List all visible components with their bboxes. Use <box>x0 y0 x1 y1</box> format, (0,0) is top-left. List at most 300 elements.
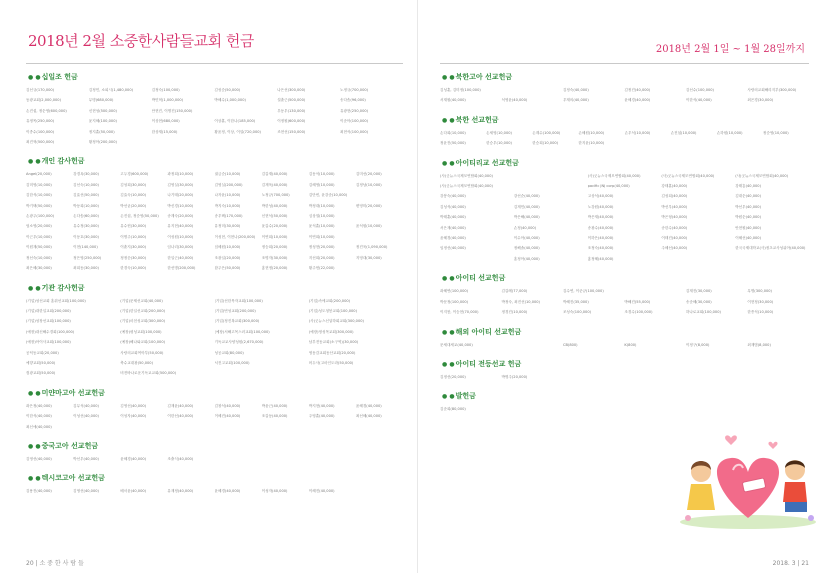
donor-entry: pacific JNJ corp(40,000) <box>587 184 630 189</box>
donor-entry: 박선우(40,000) <box>661 204 688 209</box>
section-title <box>28 156 403 166</box>
donor-entry <box>624 286 685 296</box>
donor-entry: 이춘지(30,000) <box>120 245 147 250</box>
section-title <box>442 273 809 283</box>
donor-entry: 이명주(10,000) <box>120 234 147 239</box>
section-title <box>28 441 403 451</box>
donor-entry: 김선수(100,000) <box>685 88 714 92</box>
donor-entry <box>501 340 562 350</box>
donor-entry: 송우택(170,000) <box>214 214 243 219</box>
donor-entry: 조성숙(100,000) <box>562 310 592 315</box>
donor-grid <box>440 128 809 149</box>
offering-section <box>26 473 403 496</box>
donor-entry <box>747 372 808 382</box>
donor-grid <box>440 372 809 382</box>
donor-entry: 윤석훈(10,000) <box>308 224 335 229</box>
donor-entry: 이종수(100,000) <box>26 129 55 134</box>
offering-section <box>26 156 403 273</box>
donor-entry: 심상열(10,000) <box>308 214 335 219</box>
donor-entry: 유광현(250,000) <box>339 108 369 113</box>
donor-entry: 박원순(40,000) <box>735 215 761 220</box>
donor-entry: 김용진(40,000) <box>26 489 52 494</box>
donor-entry: 김갑례(77,000) <box>501 289 528 294</box>
donor-grid <box>440 171 809 265</box>
donor-entry: 박해진(55,000) <box>624 299 651 304</box>
donor-entry: 강태훈(40,000) <box>661 184 688 189</box>
donor-grid <box>26 296 403 379</box>
donor-grid <box>440 340 809 350</box>
donor-entry: 윤갑수(20,000) <box>261 224 288 229</box>
small-heart-icon <box>725 435 737 445</box>
donor-entry: 정정순(30,000) <box>120 255 147 260</box>
donor-entry: 한상재(15,000) <box>151 129 178 134</box>
donor-entry: 한일근(40,000) <box>167 255 194 260</box>
donor-entry: 김재윤(40,000) <box>167 403 194 408</box>
donor-entry: 김성순(50,000) <box>214 88 241 92</box>
donor-entry: 임나리(30,000) <box>167 245 194 250</box>
donor-entry: 손다희(10,000) <box>440 130 466 135</box>
section-title <box>28 388 403 398</box>
donor-entry: 손광주(100,000) <box>26 214 55 219</box>
donor-entry <box>73 422 120 432</box>
donor-entry: (예장)서해고목스러교회(100,000) <box>214 329 270 334</box>
donor-entry: 이성자(40,000) <box>261 489 288 494</box>
donor-entry: (기업)문제선교회(40,000) <box>120 298 163 303</box>
donor-entry: 강경옥(30,000) <box>73 172 99 177</box>
section-title-text: 중국고아 선교헌금 <box>41 441 99 450</box>
donor-entry: 설춘근(500,000) <box>277 98 306 103</box>
bullet-dots-icon: ● ● <box>442 116 455 124</box>
donor-entry: 황윤정, 이상, 이설(720,000) <box>214 129 261 134</box>
donor-entry: 박민혁(1,000,000) <box>151 98 184 103</box>
section-title-text: 북한 선교헌금 <box>455 115 499 124</box>
donor-entry: 조출식(40,000) <box>167 456 194 461</box>
offering-section <box>440 327 809 350</box>
donor-entry <box>563 372 624 382</box>
section-title-text: 텍시코고아 선교헌금 <box>41 474 105 483</box>
donor-entry: 김창석(40,000) <box>214 403 241 408</box>
donor-entry: 김정선(20,000) <box>440 374 466 379</box>
right-page <box>418 0 835 573</box>
section-title-text: 개인 감사헌금 <box>41 157 85 166</box>
donor-entry: 박지숙(10,000) <box>214 203 241 208</box>
bullet-dots-icon: ● ● <box>28 475 41 483</box>
donor-entry: 노정규(700,000) <box>261 193 290 198</box>
donor-entry: 박선우(40,000) <box>73 456 99 461</box>
donor-entry: 송광수(40,000) <box>587 225 614 230</box>
boy-pants <box>785 502 807 512</box>
donor-entry: 기독교교사양성원(2,670,000) <box>214 340 264 345</box>
donor-entry: 박명주(20,000) <box>501 374 528 379</box>
donor-entry <box>763 138 809 148</box>
donor-entry: 조정숙(40,000) <box>587 246 614 251</box>
donor-entry <box>356 422 403 432</box>
bullet-dots-icon: ● ● <box>28 442 41 450</box>
section-title-text: 해외 아이티 선교헌금 <box>455 327 522 336</box>
donor-entry: 손다솜(60,000) <box>73 214 99 219</box>
section-title <box>442 391 809 401</box>
donor-entry: 나은선(300,000) <box>277 88 306 92</box>
donor-entry <box>214 106 277 116</box>
donor-entry: 서재원(40,000) <box>440 98 466 103</box>
donor-entry: 김준희(80,000) <box>440 407 466 412</box>
donor-entry: 박지현(40,000) <box>308 403 335 408</box>
donor-entry: K(800) <box>624 342 637 347</box>
donor-entry: 최선혜(40,000) <box>355 414 382 419</box>
donor-entry <box>262 422 309 432</box>
donor-entry: 노정규(700,000) <box>339 88 369 92</box>
donor-entry: 김갑재(40,000) <box>261 172 288 177</box>
donor-entry <box>356 190 403 200</box>
donor-entry: 김영선(40,000) <box>26 456 52 461</box>
donor-entry: 김정민, 소피시(1,480,000) <box>88 88 134 92</box>
donor-entry: 손우석(10,000) <box>624 130 651 135</box>
donor-entry: (기업)한일선교회(200,000) <box>120 308 166 313</box>
donor-entry <box>671 138 717 148</box>
offering-section <box>26 388 403 432</box>
donor-entry: 최희동(30,000) <box>73 266 99 271</box>
donor-entry: 김재욱(40,000) <box>261 182 288 187</box>
donor-entry <box>440 254 514 264</box>
donor-entry: 이한석(40,000) <box>26 414 52 419</box>
donor-entry: 이성선(40,000) <box>73 414 99 419</box>
donor-entry: 조광일(20,000) <box>214 255 241 260</box>
donor-entry: 한종석(10,000) <box>747 310 774 315</box>
donor-entry: 김동석(10,000) <box>308 172 335 177</box>
donor-entry: (기업)선한목자교회(100,000) <box>214 298 263 303</box>
donor-entry: 유정미(30,000) <box>214 224 241 229</box>
donor-entry: 김정남(10,000) <box>355 182 382 187</box>
donor-entry: 최진혁(500,000) <box>26 140 55 145</box>
donor-entry: 하나로교회(100,000) <box>685 310 721 315</box>
donor-entry: 남부전동교회(소구역)(30,000) <box>308 340 359 345</box>
offering-section <box>26 72 403 147</box>
donor-entry: 홍정혜(40,000) <box>587 256 614 261</box>
donor-entry <box>686 372 747 382</box>
donor-entry: (예장)대신해수경회(100,000) <box>26 329 75 334</box>
donor-entry: 임혜원(10,000) <box>214 245 241 250</box>
donor-entry: 신현석(50,000) <box>261 214 288 219</box>
donor-entry: 유지현(40,000) <box>167 224 194 229</box>
date-range: 2018년 2월 1일 ~ 1월 28일까지 <box>655 44 805 55</box>
bullet-dots-icon: ● ● <box>442 393 455 401</box>
donor-entry: 예향교회(50,000) <box>26 360 56 365</box>
donor-entry: 윤혜경(40,000) <box>440 236 466 241</box>
donor-entry: 주영훈(40,000) <box>308 414 335 419</box>
section-title <box>442 72 809 82</box>
donor-entry: 최신애(40,000) <box>26 424 52 429</box>
donor-entry: Angel(20,000) <box>26 172 52 177</box>
donor-entry: 김영선(40,000) <box>120 403 147 408</box>
donor-entry: 정해솔(40,000) <box>513 246 540 251</box>
donor-entry: 김재민(40,000) <box>513 204 540 209</box>
donor-grid <box>440 404 809 414</box>
donor-entry: 고상석(40,000) <box>587 194 614 199</box>
donor-entry: 강태흥(40,000) <box>735 184 761 189</box>
donor-entry: 이태진(40,000) <box>661 236 688 241</box>
donor-grid <box>440 85 809 106</box>
donor-entry: 성공교회(80,000) <box>214 350 244 355</box>
donor-entry: 이상훈, 이한나(185,000) <box>214 119 256 124</box>
donor-entry: 정순영(10,000) <box>762 130 789 135</box>
donor-entry <box>514 171 588 181</box>
donor-entry: 박신경(10,000) <box>167 203 194 208</box>
donor-entry: (사)굿뉴스신앙하회교회(300,000) <box>308 319 364 324</box>
boy-shirt <box>783 482 807 502</box>
donor-entry: 유정목(250,000) <box>26 119 55 124</box>
footer-right: 2018. 3 | 21 <box>772 560 809 567</box>
donor-entry: 이근우(10,000) <box>26 234 52 239</box>
donor-entry: 유수정(30,000) <box>73 224 99 229</box>
donor-entry: 안현원(40,000) <box>735 225 761 230</box>
donor-entry: 박정숙, 최진선(10,000) <box>501 299 540 304</box>
donor-entry <box>661 254 735 264</box>
donor-entry: 박한성(40,000) <box>261 203 288 208</box>
offering-section <box>440 158 809 265</box>
donor-entry: 이한석(40,000) <box>685 98 712 103</box>
donor-entry: 김선규(170,000) <box>26 88 55 92</box>
section-title <box>442 115 809 125</box>
donor-entry <box>356 454 403 464</box>
donor-entry <box>356 211 403 221</box>
donor-entry: 이수아(40,000) <box>513 236 540 241</box>
donor-entry: 김효숙(10,000) <box>120 193 147 198</box>
donor-entry: 박혜수(1,000,000) <box>214 98 246 103</box>
donor-entry: 지영대(30,000) <box>355 255 382 260</box>
donor-entry <box>167 422 214 432</box>
donor-entry <box>686 404 747 414</box>
donor-entry: 나자윤(10,000) <box>214 193 241 198</box>
donor-entry: 노강원(40,000) <box>587 204 614 209</box>
donor-grid <box>26 169 403 273</box>
donor-entry: 이준아(100,000) <box>339 119 369 124</box>
donor-entry: 박선균(20,000) <box>120 203 147 208</box>
donor-entry: 정성현(20,000) <box>308 245 335 250</box>
donor-entry: 이연희(10,000) <box>261 234 288 239</box>
donor-entry: 김정진(40,000) <box>624 88 651 92</box>
date-rule <box>440 63 809 64</box>
donor-entry: 이하은(40,000) <box>587 236 614 241</box>
donor-entry: 김미선(20,000) <box>355 172 382 177</box>
donor-entry: 김무석(40,000) <box>73 403 99 408</box>
donor-entry: 김효선(50,000) <box>73 193 99 198</box>
donor-entry: 한승희(10,000) <box>532 141 559 146</box>
donor-entry: 문세대세교(40,000) <box>440 342 473 347</box>
donor-entry: 이혜선(40,000) <box>735 236 761 241</box>
donor-grid <box>26 486 403 496</box>
donor-entry: 박동희(10,000) <box>73 203 99 208</box>
donor-entry: (기업)성도청봉교회(100,000) <box>308 308 357 313</box>
section-title-text: 북한고아 선교헌금 <box>455 73 513 81</box>
donor-entry: 이혜진(40,000) <box>308 489 335 494</box>
section-title <box>28 283 403 293</box>
donor-entry: 김단빈, 윤강준(10,000) <box>308 193 348 198</box>
donor-entry: (예장)영성목교회(300,000) <box>308 329 354 334</box>
donor-entry: 한지윤(10,000) <box>578 141 605 146</box>
donor-entry: 황주헌(22,000) <box>308 266 335 271</box>
donor-entry: (기업)정진복교회(300,000) <box>214 319 260 324</box>
donor-grid <box>440 286 809 317</box>
donor-entry <box>215 422 262 432</box>
donor-entry: (기업)대한일교회(200,000) <box>26 308 71 313</box>
donor-entry: 박기택(50,000) <box>26 203 52 208</box>
donor-entry: 손진섭(10,000) <box>670 130 697 135</box>
donor-entry: 손혜원(10,000) <box>578 130 605 135</box>
donor-entry: 변영미(20,000) <box>355 203 382 208</box>
donor-entry: 박윤근(40,000) <box>261 403 288 408</box>
offering-section <box>26 441 403 464</box>
donor-entry: 곽정희(10,000) <box>167 172 194 177</box>
donor-entry: 손진섭, 정순영(600,000) <box>26 108 67 113</box>
donor-entry <box>215 454 262 464</box>
donor-entry: 공덕동교회(20,000) <box>26 350 59 355</box>
donor-entry: 김미영(10,000) <box>26 182 52 187</box>
flower-icon <box>685 515 691 521</box>
donor-entry: 김성희(30,000) <box>120 182 147 187</box>
donor-grid <box>26 85 403 147</box>
donor-entry: 이연희(10,000) <box>308 234 335 239</box>
section-title-text: 아이티리교 선교헌금 <box>455 158 519 167</box>
donor-entry: 나기태(20,000) <box>167 193 194 198</box>
donor-entry: 조명자(30,000) <box>261 255 288 260</box>
donor-entry: 서은재(40,000) <box>440 225 466 230</box>
section-title-text: 아이티 전등선교 헌금 <box>455 359 522 368</box>
donor-entry: 최은혜(30,000) <box>26 266 52 271</box>
donor-entry: 우재의(40,000) <box>562 98 589 103</box>
donor-entry: 고두경(600,000) <box>120 172 149 177</box>
donor-entry: 정진욱(1,090,000) <box>355 245 388 250</box>
bullet-dots-icon: ● ● <box>442 74 455 81</box>
donor-entry: 한국국제대학교(사)정초교사성위아(40,000) <box>735 246 806 251</box>
donor-entry: 윤석원(10,000) <box>355 224 382 229</box>
flower-icon-2 <box>808 515 814 521</box>
bullet-dots-icon: ● ● <box>28 284 41 292</box>
donor-entry: 강봉숙(40,000) <box>440 194 466 199</box>
donor-entry: 박태훈(40,000) <box>440 215 466 220</box>
offering-section <box>440 273 809 317</box>
donor-entry: 한선명(200,000) <box>167 266 196 271</box>
donor-entry: 송준혜(30,000) <box>685 299 712 304</box>
donor-entry: 김정숙(40,000) <box>562 88 589 92</box>
donor-entry <box>717 138 763 148</box>
donor-entry: 함주은(50,000) <box>214 266 241 271</box>
section-title-text: 아이티 선교헌금 <box>455 274 506 283</box>
donor-entry: 손정(40,000) <box>513 225 537 230</box>
donor-entry: 손세영(10,000) <box>486 130 512 135</box>
donor-entry <box>262 454 309 464</box>
donor-entry: 엄소영(20,000) <box>26 224 52 229</box>
donor-entry: 곽은정(40,000) <box>26 403 52 408</box>
section-title-text: 미얀마고아 선교헌금 <box>41 388 105 397</box>
donor-entry: 김영선(40,000) <box>73 489 99 494</box>
donor-entry: 한경숙(10,000) <box>120 266 147 271</box>
donor-entry: (사)굿뉴스국제모연합회(40,000) <box>661 173 715 178</box>
donor-entry: 김성석(40,000) <box>440 204 466 209</box>
donor-entry: 무명(300,000) <box>747 289 772 294</box>
donor-entry: 박혜진(35,000) <box>562 299 589 304</box>
donor-entry: 안현진, 이명진(150,000) <box>151 108 193 113</box>
donor-entry: 김대순(40,000) <box>735 194 761 199</box>
donor-entry: 김영실(30,000) <box>167 182 194 187</box>
girl-dress <box>687 484 715 510</box>
donor-entry: (사)굿뉴스국제모연합회(40,000) <box>440 173 493 178</box>
donor-entry <box>356 232 403 242</box>
donor-entry: 서진고교회(100,000) <box>214 360 250 365</box>
donor-entry: 송계숙(20,000) <box>167 214 194 219</box>
donor-entry: 이현정(30,000) <box>747 299 774 304</box>
donor-entry: 박은재(40,000) <box>587 215 614 220</box>
donor-entry <box>356 263 403 273</box>
donor-grid <box>26 454 403 464</box>
donor-entry: 조경수(100,000) <box>624 310 653 315</box>
donor-entry: 이한선(40,000) <box>167 414 194 419</box>
donor-entry: 김한석(10,000) <box>26 193 52 198</box>
donor-entry: 권금순(10,000) <box>214 172 241 177</box>
bullet-dots-icon: ● ● <box>442 328 455 336</box>
donor-entry: (기업)속에교회(200,000) <box>308 298 351 303</box>
donor-entry: 박정대(10,000) <box>308 203 335 208</box>
section-title <box>28 72 403 82</box>
donor-entry: (기업)마천성교회(300,000) <box>120 319 166 324</box>
donor-entry: 박문정(100,000) <box>440 299 469 304</box>
donor-entry: 박은형(40,000) <box>661 215 688 220</box>
donor-entry: 손하원(10,000) <box>716 130 743 135</box>
donor-entry: 동광교회(2,000,000) <box>26 98 61 103</box>
donor-entry: 유재정(40,000) <box>167 489 194 494</box>
donor-entry: 윤혜경(40,000) <box>120 456 147 461</box>
donor-entry: 김재진(30,000) <box>685 289 712 294</box>
donor-entry: 주혜선(40,000) <box>661 246 688 251</box>
donor-entry <box>514 181 588 191</box>
donor-entry: 이지봉, 이승현(70,000) <box>440 310 479 315</box>
donor-entry: 영동감교회동산교회(20,000) <box>308 350 356 355</box>
section-title <box>442 327 809 337</box>
donor-entry: 김정숙(100,000) <box>151 88 180 92</box>
children-heart-illustration <box>673 430 823 530</box>
donor-entry <box>120 422 167 432</box>
donor-entry: 컴광교회(50,000) <box>26 371 56 376</box>
section-title <box>442 158 809 168</box>
donor-entry: 무명(680,000) <box>88 98 114 103</box>
offering-section <box>440 72 809 106</box>
donor-entry: 김수연, 이준규(100,000) <box>562 289 604 294</box>
donor-entry: 김성희(40,000) <box>661 194 688 199</box>
donor-entry: 박은해(40,000) <box>513 215 540 220</box>
donor-entry: 최은경(30,000) <box>747 98 774 103</box>
offering-section <box>440 391 809 414</box>
donor-entry: 김성훈, 김미정(100,000) <box>440 88 481 92</box>
donor-entry: 홍현정(20,000) <box>261 266 288 271</box>
donor-entry: 조현선(150,000) <box>277 129 306 134</box>
donor-entry: 어두사(고마인도라(50,000) <box>308 360 354 365</box>
donor-entry: (기업)번성교회(200,000) <box>214 308 256 313</box>
section-title <box>28 473 403 483</box>
donor-entry <box>501 85 562 95</box>
donor-entry: 이정구(8,000) <box>685 342 710 347</box>
donor-entry: 축수교대광(50,000) <box>120 360 153 365</box>
donor-entry: (예장)아이사교회(100,000) <box>26 340 71 345</box>
section-title-text: 기관 감사헌금 <box>41 283 85 292</box>
donor-entry: 유수헌(30,000) <box>120 224 147 229</box>
donor-entry: 이정원(600,000) <box>277 119 306 124</box>
donor-entry: 비전바나로운기독교교회(500,000) <box>120 371 177 376</box>
donor-entry: 신현성(500,000) <box>88 108 117 113</box>
bullet-dots-icon: ● ● <box>442 159 455 167</box>
donor-entry: 지선희(20,000) <box>308 255 335 260</box>
donor-entry: 사랑의교회해리지부(300,000) <box>747 88 797 92</box>
donor-entry: 박선우(40,000) <box>735 204 761 209</box>
offering-section <box>440 359 809 382</box>
